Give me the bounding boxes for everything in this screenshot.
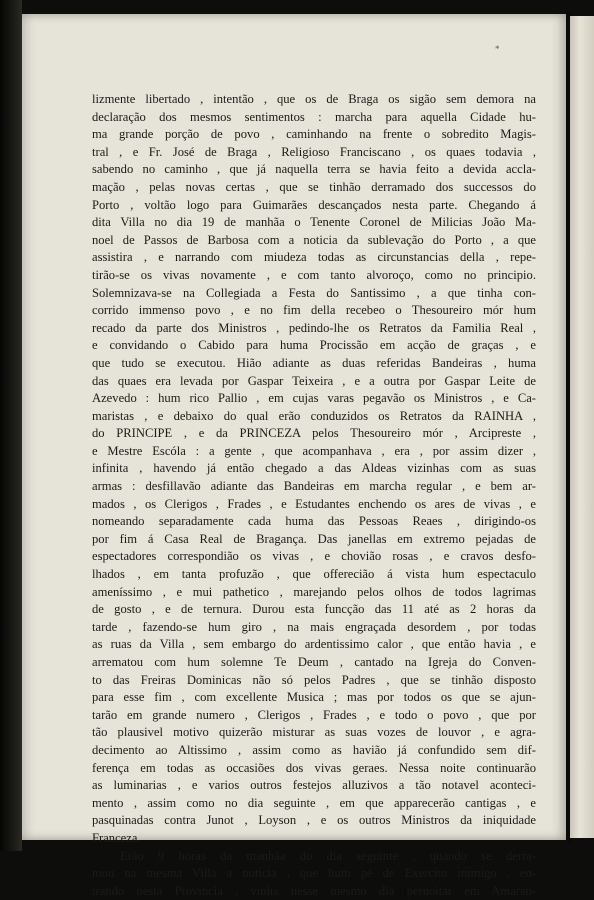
text-line: dita Villa no dia 19 de manhãa o Tenente Coronel de Milicias João Ma- [92,215,536,230]
text-line: mação , pelas novas certas , que se tinhão derramado dos successos do [92,179,536,194]
text-line: das quaes era levada por Gaspar Teixeira , e a outra por Gaspar Leite de [92,373,536,388]
text-line: lizmente libertado , intentão , que os de Braga os sigão sem demora na [92,92,536,106]
text-line: Erão 9 horas da manhãa do dia seguinte , quando se derra- [120,848,536,863]
text-line: as luminarias , e varios outros festejos alluzivos a tão notavel aconteci- [92,778,536,793]
text-line: Porto , voltão logo para Guimarães descançados nesta parte. Chegando á [92,197,536,212]
text-line: armas : desfillavão adiante das Bandeiras em marcha regular , e bem ar- [92,479,536,494]
text-line: tarde , fazendo-se hum giro , na mais engraçada desordem , por todas [92,619,536,634]
text-line: espectadores correspondião os vivas , e chovião rosas , e cravos desfo- [92,549,536,564]
text-line: do PRINCIPE , e da PRINCEZA pelos Thesoureiro mór , Arcipreste , [92,426,536,441]
text-line: tirão-se os vivas novamente , e com tanto alvoroço, como no principio. [92,267,536,282]
text-line: corrido immenso povo , e no fim della recebeo o Thesoureiro mór hum [92,303,536,318]
text-line: decimento ao Altissimo , assim como as havião já confundido sem dif- [92,742,536,757]
text-line: que tudo se executou. Hião adiante as duas referidas Bandeiras , huma [92,355,536,370]
book-left-edge [0,0,22,851]
text-line: mento , assim como no dia seguinte , em que apparecerão cantigas , e [92,795,536,810]
text-line: nomeando separadamente cada huma das Pessoas Reaes , dirigindo-os [92,514,536,529]
body-text [92,91,536,900]
text-line: mou na mesma Villa a noticia , que hum pé de Exercito inimigo , en- [92,866,536,881]
facing-page-edge [570,16,594,838]
text-line: sabendo no caminho , que já naquella terra se havia feito a devida accla- [92,162,536,177]
text-line: lhados , em tanta profuzão , que offerecião á vista hum espectaculo [92,567,536,582]
text-line: tral , e Fr. José de Braga , Religioso Franciscano , os quaes todavia , [92,144,536,159]
text-line: mados , os Clerigos , Frades , e Estudantes enchendo os ares de vivas , e [92,496,536,511]
text-line: Franceza. [92,830,141,845]
text-line: Azevedo : hum rico Pallio , em cujas varas pegavão os Ministros , e Ca- [92,391,536,406]
text-line: de gosto , e de ternura. Durou esta funcção das 11 até as 2 horas da [92,602,536,617]
text-line: ferença em todas as occasiões dos vivas geraes. Nessa noite continuarão [92,760,536,775]
text-line: tarão em grande numero , Clerigos , Frades , e todo o povo , que por [92,707,536,722]
text-line: noel de Passos de Barbosa com a noticia da sublevação do Porto , a que [92,232,536,247]
text-line: assistira , e narrando com miudeza todas as circunstancias della , repe- [92,250,536,265]
text-line: maristas , e debaixo do qual erão conduzidos os Retratos da RAINHA , [92,408,536,423]
text-line: e convidando o Cabido para huma Procissão em acção de graças , e [92,338,536,353]
text-line: para esse fim , com excellente Musica ; mas por todos os que se ajun- [92,690,536,705]
text-line: Solemnizava-se na Collegiada a Festa do Santissimo , a que tinha con- [92,285,536,300]
text-line: to das Freiras Dominicas não só pelos Padres , que se tinhão disposto [92,672,536,687]
text-line: arrematou com hum solemne Te Deum , cantado na Igreja do Conven- [92,655,536,669]
text-line: por fim á Casa Real de Bragança. Das janellas em extremo pejadas de [92,531,536,546]
text-line: declaração dos mesmos sentimentos : marcha para aquella Cidade hu- [92,109,536,124]
text-line: infinita , havendo já então chegado a das Aldeas vizinhas com as suas [92,461,536,476]
text-line: ma grande porção de povo , caminhando na frente o sobredito Magis- [92,127,536,142]
text-line: e Mestre Escóla : a gente , que acompanhava , era , por assim dizer , [92,443,536,458]
text-line: ameníssimo , e mui pathetico , marejando pelos olhos de todos lagrimas [92,584,536,599]
text-line: recado da parte dos Ministros , pedindo-lhe os Retratos da Familia Real , [92,320,536,335]
text-line: as ruas da Villa , sem embargo do ardentissimo calor , que então havia , e [92,637,536,652]
corner-mark: * [495,44,500,54]
text-line: tão plausivel motivo quizerão misturar as suas vozes de louvor , e agra- [92,725,536,740]
text-line: pasquinadas contra Junot , Loyson , e os outros Ministros da iniquidade [92,813,536,828]
text-line: trando nesta Provincia , vinha nesse mesmo dia pernoitar em Amaran- [92,883,536,898]
